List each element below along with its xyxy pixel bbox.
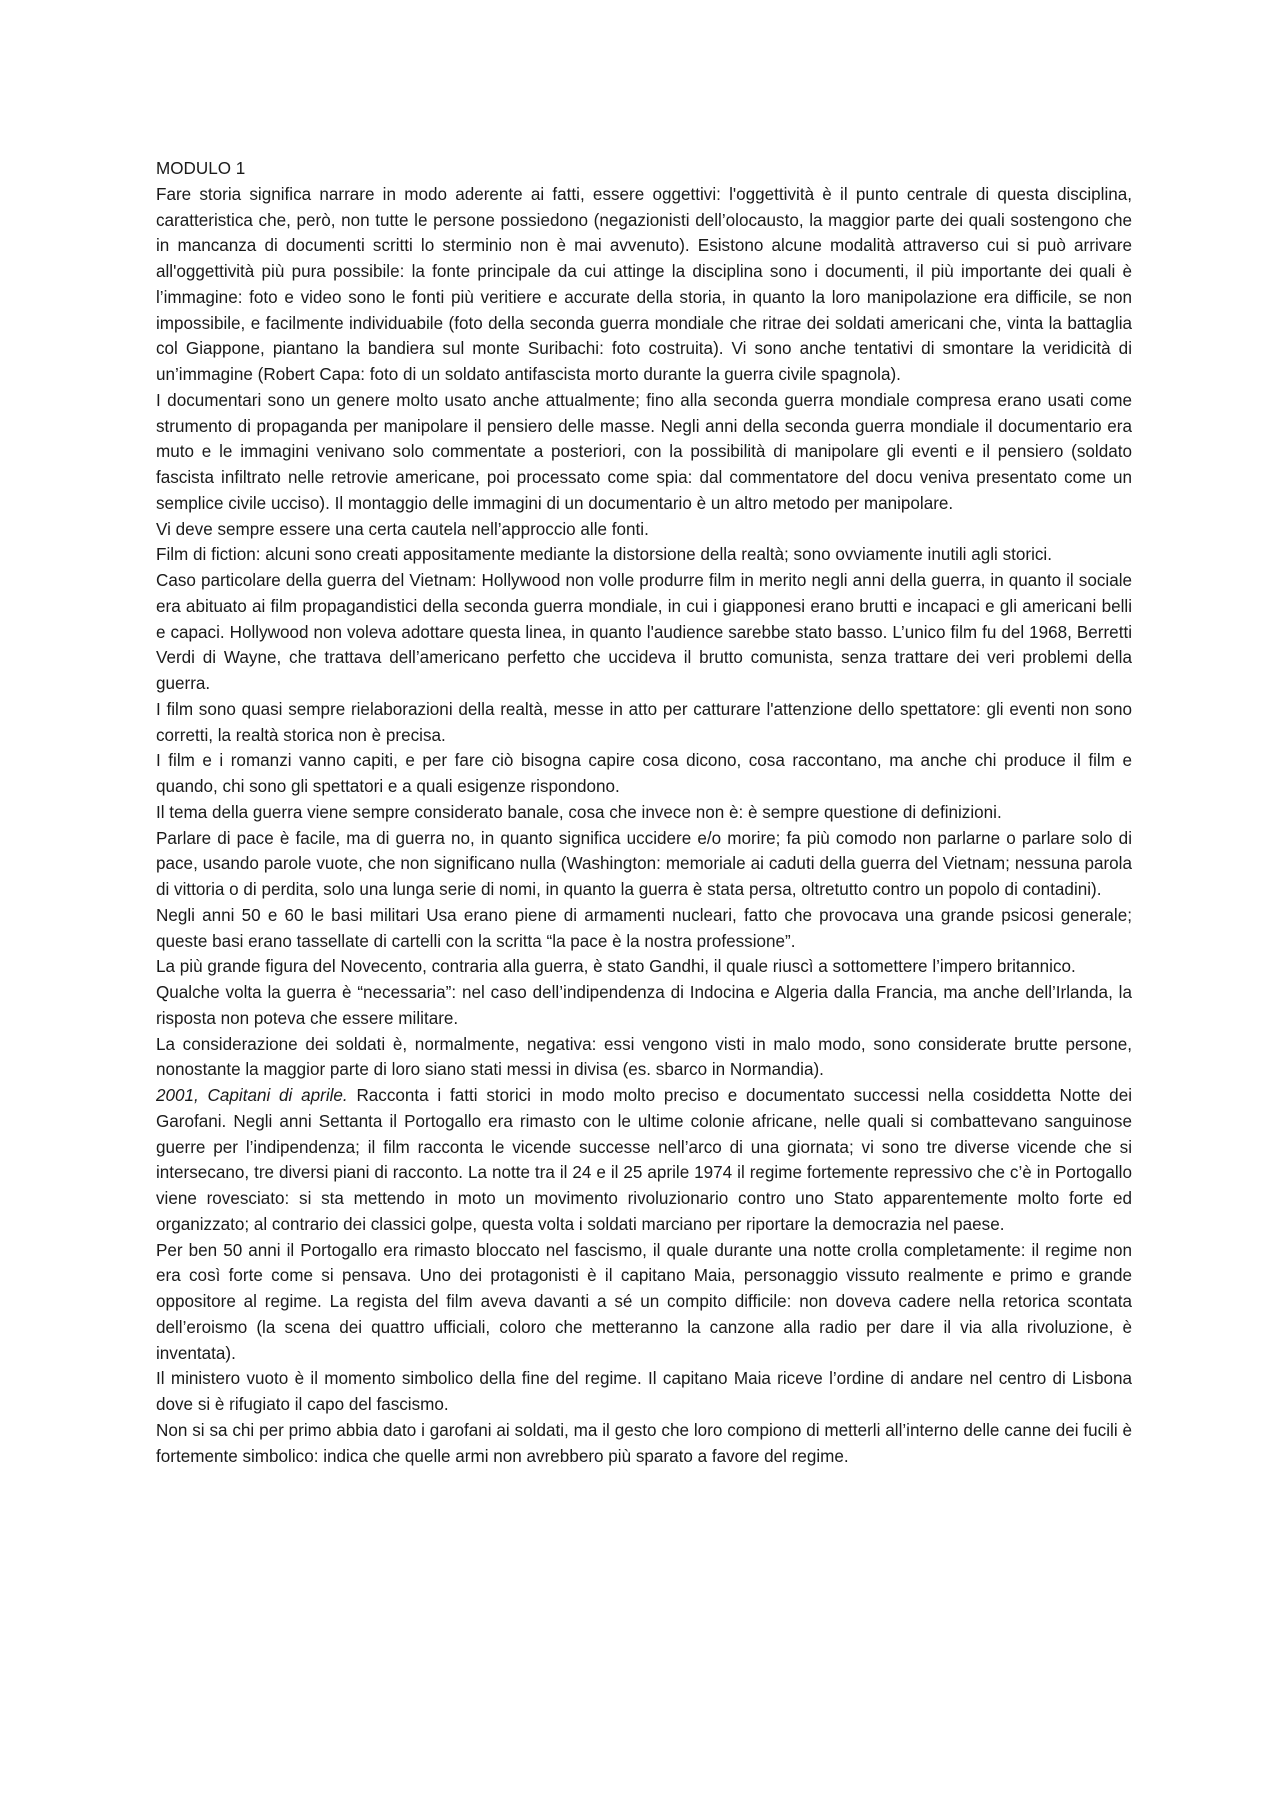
- paragraph-documentari: I documentari sono un genere molto usato anche attualmente; fino alla seconda guerra mondiale compresa erano usati come strumento di propaganda per manipolare il pensiero delle masse. Negli anni della seconda guerra mondiale il documentario era muto e le immagini venivano solo commentate a posteriori, con la possibilità di manipolare gli eventi e il pensiero (soldato fascista infiltrato nelle retrovie americane, poi processato come spia: dal commentatore del docu veniva presentato come un semplice civile ucciso). Il montaggio delle immagini di un documentario è un altro metodo per manipolare.: [156, 390, 1132, 513]
- paragraph-tema-guerra: Il tema della guerra viene sempre considerato banale, cosa che invece non è: è sempre questione di definizioni.: [156, 802, 1002, 822]
- paragraph-capitani-di-aprile: [156, 1083, 1132, 1238]
- paragraph-vietnam-hollywood: Caso particolare della guerra del Vietnam: Hollywood non volle produrre film in merito negli anni della guerra, in quanto il sociale era abituato ai film propagandistici della seconda guerra mondiale, in cui i giapponesi erano brutti e incapaci e gli americani belli e capaci. Hollywood non voleva adottare questa linea, in quanto l'audience sarebbe stato basso. L’unico film fu del 1968, Berretti Verdi di Wayne, che trattava dell’americano perfetto che uccideva il brutto comunista, senza trattare dei veri problemi della guerra.: [156, 571, 1132, 693]
- paragraph-film-fiction: Film di fiction: alcuni sono creati appositamente mediante la distorsione della realtà; sono ovviamente inutili agli storici.: [156, 545, 1052, 565]
- paragraph-oggettivita: Fare storia significa narrare in modo aderente ai fatti, essere oggettivi: l'oggettività è il punto centrale di questa disciplina, caratteristica che, però, non tutte le persone possiedono (negazionisti dell’olocausto, la maggior parte dei quali sostengono che in mancanza di documenti scritti lo sterminio non è mai avvenuto). Esistono alcune modalità attraverso cui si può arrivare all'oggettività più pura possibile: la fonte principale da cui attinge la disciplina sono i documenti, il più importante dei quali è l’immagine: foto e video sono le fonti più veritiere e accurate della storia, in quanto la loro manipolazione era difficile, se non impossibile, e facilmente individuabile (foto della seconda guerra mondiale che ritrae dei soldati americani che, vinta la battaglia col Giappone, piantano la bandiera sul monte Suribachi: foto costruita). Vi sono anche tentativi di smontare la veridicità di un’immagine (Robert Capa: foto di un soldato antifascista morto durante la guerra civile spagnola).: [156, 184, 1132, 384]
- paragraph-portogallo-fascismo: Per ben 50 anni il Portogallo era rimasto bloccato nel fascismo, il quale durante una notte crolla completamente: il regime non era così forte come si pensava. Uno dei protagonisti è il capitano Maia, personaggio vissuto realmente e primo e grande oppositore al regime. La regista del film aveva davanti a sé un compito difficile: non doveva cadere nella retorica scontata dell’eroismo (la scena dei quattro ufficiali, coloro che metteranno la canzone alla radio per dare il via alla rivoluzione, è inventata).: [156, 1240, 1132, 1363]
- paragraph-cautela-fonti: Vi deve sempre essere una certa cautela nell’approccio alle fonti.: [156, 519, 649, 539]
- paragraph-soldati: La considerazione dei soldati è, normalmente, negativa: essi vengono visti in malo modo, sono considerate brutte persone, nonostante la maggior parte di loro siano stati messi in divisa (es. sbarco in Normandia).: [156, 1034, 1132, 1080]
- paragraph-guerra-necessaria: Qualche volta la guerra è “necessaria”: nel caso dell’indipendenza di Indocina e Algeria dalla Francia, ma anche dell’Irlanda, la risposta non poteva che essere militare.: [156, 983, 1132, 1028]
- document-heading: MODULO 1: [156, 159, 246, 178]
- paragraph-rielaborazioni: I film sono quasi sempre rielaborazioni della realtà, messe in atto per catturare l'attenzione dello spettatore: gli eventi non sono corretti, la realtà storica non è precisa.: [156, 699, 1132, 745]
- paragraph-pace-guerra: Parlare di pace è facile, ma di guerra no, in quanto significa uccidere e/o morire; fa più comodo non parlarne o parlare solo di pace, usando parole vuote, che non significano nulla (Washington: memoriale ai caduti della guerra del Vietnam; nessuna parola di vittoria o di perdita, solo una lunga serie di nomi, in quanto la guerra è stata persa, oltretutto contro un popolo di contadini).: [156, 828, 1132, 899]
- paragraph-film-romanzi: I film e i romanzi vanno capiti, e per fare ciò bisogna capire cosa dicono, cosa raccontano, ma anche chi produce il film e quando, chi sono gli spettatori e a quali esigenze rispondono.: [156, 751, 1132, 796]
- paragraph-ministero-vuoto: Il ministero vuoto è il momento simbolico della fine del regime. Il capitano Maia riceve l’ordine di andare nel centro di Lisbona dove si è rifugiato il capo del fascismo.: [156, 1369, 1132, 1414]
- paragraph-basi-militari: Negli anni 50 e 60 le basi militari Usa erano piene di armamenti nucleari, fatto che provocava una grande psicosi generale; queste basi erano tassellate di cartelli con la scritta “la pace è la nostra professione”.: [156, 905, 1132, 951]
- paragraph-garofani: Non si sa chi per primo abbia dato i garofani ai soldati, ma il gesto che loro compiono di metterli all’interno delle canne dei fucili è fortemente simbolico: indica che quelle armi non avrebbero più sparato a favore del regime.: [156, 1420, 1132, 1466]
- film-title: 2001, Capitani di aprile.: [156, 1086, 348, 1105]
- film-description: Racconta i fatti storici in modo molto preciso e documentato successi nella cosiddetta Notte dei Garofani. Negli anni Settanta il Portogallo era rimasto con le ultime colonie africane, nelle quali si combattevano sanguinose guerre per l’indipendenza; il film racconta le vicende successe nell’arco di una giornata; vi sono tre diverse vicende che si intersecano, tre diversi piani di racconto. La notte tra il 24 e il 25 aprile 1974 il regime fortemente repressivo che c’è in Portogallo viene rovesciato: si sta mettendo in moto un movimento rivoluzionario contro uno Stato apparentemente molto forte ed organizzato; al contrario dei classici golpe, questa volta i soldati marciano per riportare la democrazia nel paese.: [156, 1086, 1132, 1234]
- document-page: [156, 156, 1132, 1469]
- paragraph-gandhi: La più grande figura del Novecento, contraria alla guerra, è stato Gandhi, il quale riuscì a sottomettere l’impero britannico.: [156, 957, 1076, 977]
